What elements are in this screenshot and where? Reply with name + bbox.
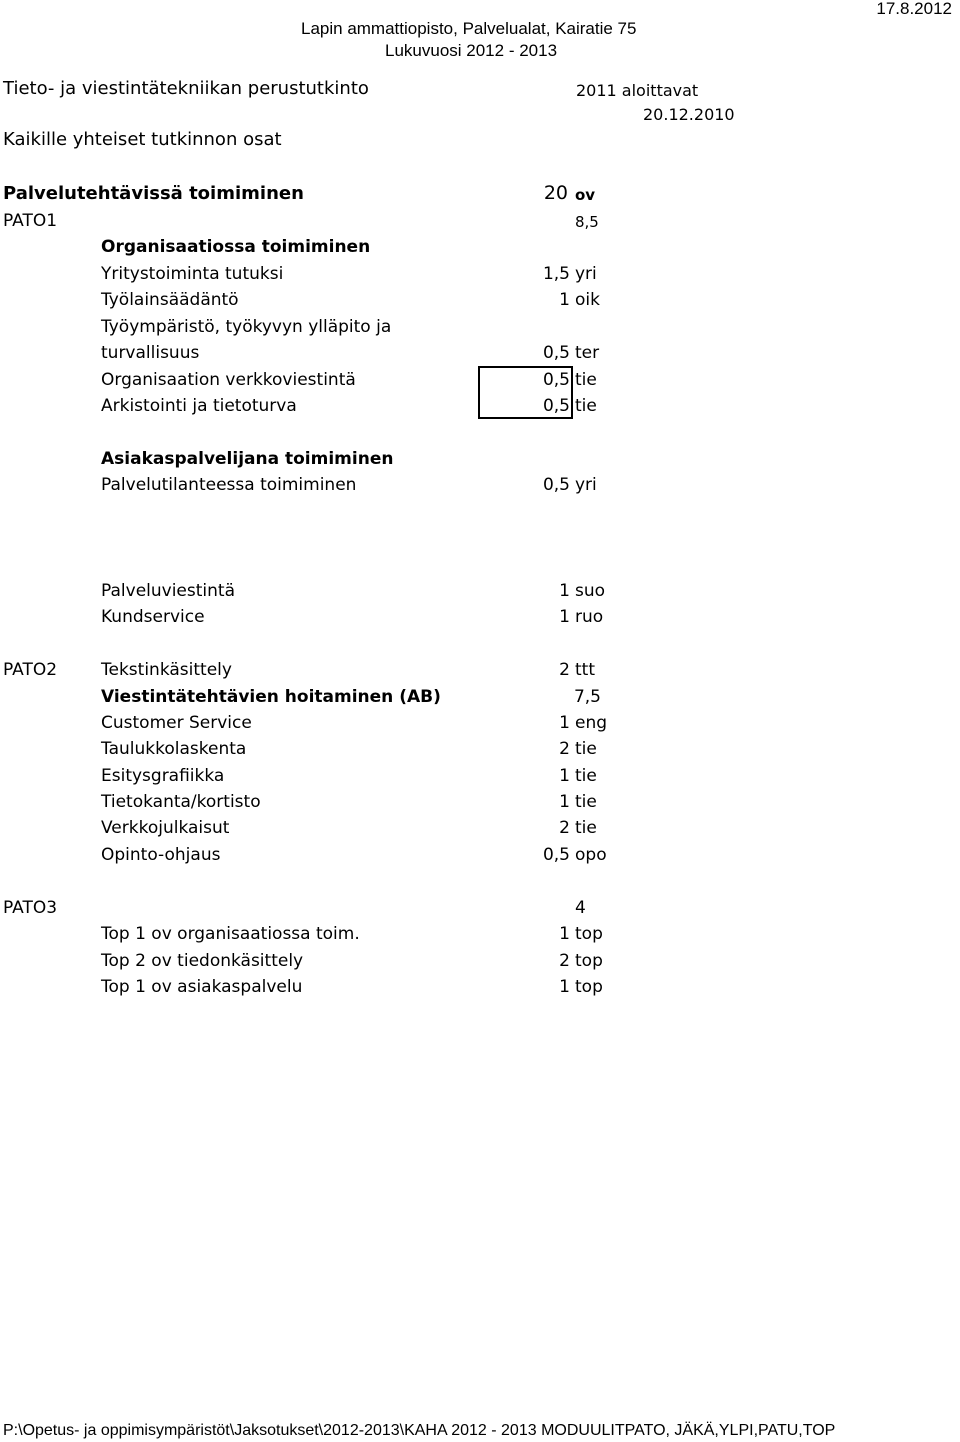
course-value: 1 [559,713,570,733]
course-name: turvallisuus [101,343,200,363]
course-code: oik [575,290,600,310]
course-code: ttt [575,660,595,680]
course-value: 1 [559,977,570,997]
school-year: Lukuvuosi 2012 - 2013 [385,41,558,60]
course-code: ruo [575,607,604,627]
course-name: Customer Service [101,713,252,733]
course-name: Esitysgrafiikka [101,766,225,786]
organization-header: Lapin ammattiopisto, Palvelualat, Kairatie 75 [301,19,637,38]
section-total: 20 [543,182,568,204]
pato1-label: PATO1 [3,211,58,231]
pato2-label: PATO2 [3,660,58,680]
file-path-footer: P:\Opetus- ja oppimisympäristöt\Jaksotukset\2012-2013\KAHA 2012 - 2013 MODUULITPATO, JÄKÄ,YLPI,PATU,TOP [3,1422,836,1439]
pato3-total: 4 [575,898,586,918]
course-value: 1,5 [542,264,570,284]
course-code: tie [575,739,597,759]
course-code: top [575,951,603,971]
course-value: 0,5 [542,845,570,865]
course-code: top [575,977,603,997]
course-value: 0,5 [542,475,570,495]
course-name: Top 1 ov organisaatiossa toim. [101,924,360,944]
course-value: 2 [559,818,570,838]
course-code: suo [575,581,606,601]
course-value: 0,5 [542,343,570,363]
print-date: 17.8.2012 [876,0,952,18]
group-title: Organisaatiossa toimiminen [101,237,371,257]
course-name: Top 1 ov asiakaspalvelu [101,977,303,997]
pato3-label: PATO3 [3,898,58,918]
course-value: 1 [559,581,570,601]
section-unit: ov [575,186,596,204]
pato1-total: 8,5 [575,213,599,231]
course-code: yri [575,264,597,284]
course-code: opo [575,845,607,865]
group-title: Asiakaspalvelijana toimiminen [101,449,394,469]
course-name: Top 2 ov tiedonkäsittely [101,951,304,971]
course-name: Palvelutilanteessa toimiminen [101,475,357,495]
course-value: 1 [559,766,570,786]
course-code: tie [575,396,597,416]
course-name: Organisaation verkkoviestintä [101,370,356,390]
course-name: Tietokanta/kortisto [101,792,261,812]
page-subtitle: Kaikille yhteiset tutkinnon osat [3,129,282,150]
section-title: Palvelutehtävissä toimiminen [3,183,304,204]
course-name: Opinto-ohjaus [101,845,221,865]
cohort-date: 20.12.2010 [643,105,735,124]
course-code: ter [575,343,600,363]
course-name: Arkistointi ja tietoturva [101,396,297,416]
course-name: Työympäristö, työkyvyn ylläpito ja [101,317,392,337]
degree-title: Tieto- ja viestintätekniikan perustutkinto [3,78,369,99]
course-value: 2 [559,951,570,971]
course-value: 0,5 [542,370,570,390]
course-code: top [575,924,603,944]
course-name: Palveluviestintä [101,581,235,601]
course-value: 2 [559,739,570,759]
cohort-label: 2011 aloittavat [576,81,699,100]
course-value: 2 [559,660,570,680]
course-value: 1 [559,924,570,944]
course-name: Kundservice [101,607,205,627]
course-name: Tekstinkäsittely [101,660,232,680]
course-value: 1 [559,607,570,627]
group-title: Viestintätehtävien hoitaminen (AB) [101,687,441,707]
course-value: 1 [559,290,570,310]
course-value: 1 [559,792,570,812]
course-code: tie [575,766,597,786]
course-code: eng [575,713,608,733]
course-name: Taulukkolaskenta [101,739,247,759]
course-name: Verkkojulkaisut [101,818,230,838]
course-value: 0,5 [542,396,570,416]
course-code: tie [575,792,597,812]
group-total: 7,5 [573,687,601,707]
course-name: Työlainsäädäntö [101,290,239,310]
course-code: tie [575,370,597,390]
course-name: Yritystoiminta tutuksi [101,264,284,284]
course-code: tie [575,818,597,838]
course-code: yri [575,475,597,495]
